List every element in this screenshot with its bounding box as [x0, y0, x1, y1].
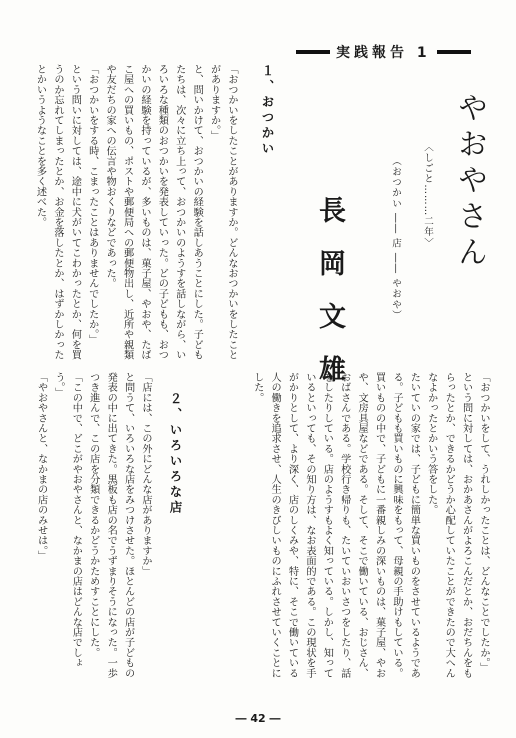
banner-title: 実践報告 1 [336, 45, 431, 61]
article-title: やおやさん [452, 92, 487, 272]
section-heading-2: ２、いろいろな店 [168, 392, 183, 516]
paragraph: と問うて、いろいろな店をみつけさせた。ほとんどの店が子どもの発表の中に出てきた。黒板も店の名でうずまりそうになった。一歩つき進んで、この店を分類できるかどうかためすことにした。 [87, 372, 134, 678]
article-subtitle: （おつかい ―― 店 ―― やおや） [390, 156, 401, 321]
paragraph: という問に対しては、おかあさんがよろこんだとか、おだちんをもらったとか、できるかどうか心配していたことができたので大へんなよかったとかいう答をした。 [425, 372, 472, 678]
banner-rule-left [296, 50, 330, 54]
banner-rule-right [437, 50, 471, 54]
paragraph: たいていの家では、子どもに簡単な買いものをさせているようである。子どもも買いものに興味をもって、母親の手助けもしている。買いものの中で、子どもに一番親しみの深いものは、菓子屋、やおや、文房具屋などである。そして、そこで働いている、おじさん、おばさんである。学校行き帰りも、たいていおいさつをしたり、話をしたりしている。店のようすもよく知っている。しかし、知っているといっても、その知り方は、なお表面的である。この現状を手がかりとして、より深く、店のしくみや、特に、そこで働いている人の働きを追求させ、人生のきびしいものにふれさせていくことにした。 [251, 372, 420, 678]
page-number: ― 42 ― [235, 712, 281, 725]
paragraph: という問いに対しては、途中に犬がいてこわかったとか、何を買うのか忘れてしまったとか、お金を落したとか、はずかしかったとかいうようなことを多く述べた。 [34, 64, 81, 360]
paragraph: 「やおやさんと、なかまの店のみせは。」 [35, 372, 47, 561]
section-2-body [28, 372, 154, 682]
section-1-body [18, 64, 240, 364]
paragraph: 「店には、この外にどんな店がありますか」 [140, 372, 151, 576]
paragraph: 「おつかいをして、うれしかったことは、どんなことでしたか。」 [478, 372, 489, 673]
section-heading-1: １、おつかい [260, 64, 275, 157]
author-name: 長岡文雄 [314, 196, 345, 408]
banner [296, 42, 496, 62]
grade-label: 〈しごと………二年〉 [422, 142, 433, 248]
section-1-body-continued [198, 372, 492, 682]
paragraph: 「おつかいをする時、こまったことはありませんでしたか。」 [86, 64, 98, 345]
paragraph: 「おつかいをしたことがありますか。どんなおつかいをしたことがありますか。」 [208, 64, 237, 360]
paragraph: と、問いかけて、おつかいの経験を話しあうことにした。子どもたちは、次々に立ち上って、おつかいのようすを話しながら、いろいろな種類のおつかいを発表していった。どの子どもも、おつかいの経験を持っているが、多いものは、菓子屋、やおや、たばこ屋への買いもの、ポストや郵便局への郵便物出し、近所や親類や友だちの家への伝言や物おくりなどであった。 [104, 64, 203, 360]
paragraph: 「この中で、どこがやおやさんと、なかまの店はどんな店でしょう。」 [52, 372, 82, 668]
